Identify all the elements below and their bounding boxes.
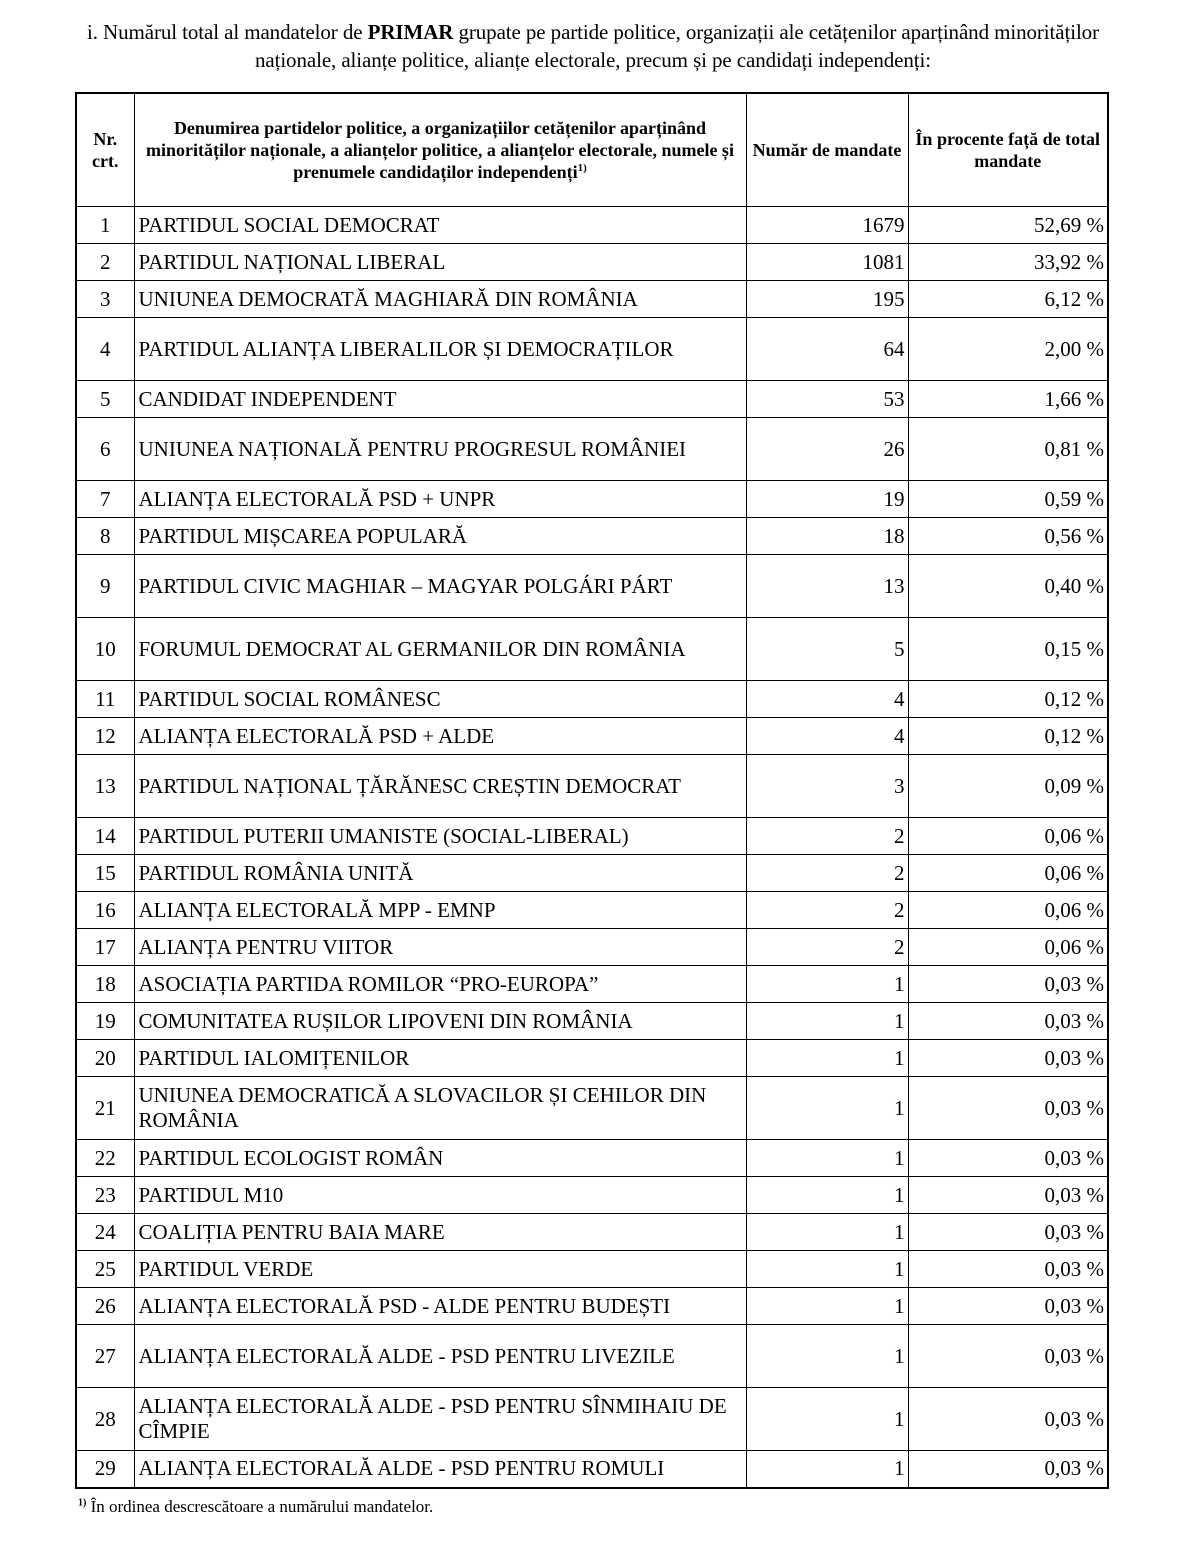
- row-mandates-cell: 4: [746, 681, 908, 718]
- row-name-cell: PARTIDUL ALIANȚA LIBERALILOR ȘI DEMOCRAȚILOR: [134, 318, 746, 381]
- table-row: [76, 718, 1108, 755]
- row-mandates-cell: 5: [746, 618, 908, 681]
- row-name-cell: PARTIDUL NAȚIONAL LIBERAL: [134, 244, 746, 281]
- row-percent-cell: 0,12 %: [908, 718, 1108, 755]
- row-percent-cell: 0,03 %: [908, 1177, 1108, 1214]
- row-percent-cell: 0,06 %: [908, 818, 1108, 855]
- row-name-cell: ASOCIAȚIA PARTIDA ROMILOR “PRO-EUROPA”: [134, 966, 746, 1003]
- row-percent-cell: 1,66 %: [908, 381, 1108, 418]
- table-row: [76, 1388, 1108, 1451]
- row-name-cell: PARTIDUL CIVIC MAGHIAR – MAGYAR POLGÁRI PÁRT: [134, 555, 746, 618]
- row-nr-cell: 27: [76, 1325, 134, 1388]
- table-row: [76, 518, 1108, 555]
- row-mandates-cell: 53: [746, 381, 908, 418]
- row-name-cell: ALIANȚA ELECTORALĂ ALDE - PSD PENTRU SÎNMIHAIU DE CÎMPIE: [134, 1388, 746, 1451]
- row-nr-cell: 1: [76, 207, 134, 244]
- row-name-cell: PARTIDUL SOCIAL DEMOCRAT: [134, 207, 746, 244]
- intro-text-end: grupate pe partide politice, organizații ale cetățenilor aparținând minorităților naționale, alianțe politice, alianțe electorale, precum și pe candidați independenți:: [254, 20, 1099, 72]
- row-name-cell: PARTIDUL ROMÂNIA UNITĂ: [134, 855, 746, 892]
- table-row: [76, 1140, 1108, 1177]
- row-nr-cell: 19: [76, 1003, 134, 1040]
- row-percent-cell: 0,03 %: [908, 1451, 1108, 1488]
- table-row: [76, 618, 1108, 681]
- table-row: [76, 1040, 1108, 1077]
- row-percent-cell: 0,56 %: [908, 518, 1108, 555]
- row-percent-cell: 0,06 %: [908, 929, 1108, 966]
- row-name-cell: COALIȚIA PENTRU BAIA MARE: [134, 1214, 746, 1251]
- row-nr-cell: 18: [76, 966, 134, 1003]
- header-name-footnote-mark: 1): [577, 162, 587, 174]
- row-percent-cell: 6,12 %: [908, 281, 1108, 318]
- row-nr-cell: 24: [76, 1214, 134, 1251]
- table-row: [76, 1251, 1108, 1288]
- table-row: [76, 1077, 1108, 1140]
- row-name-cell: PARTIDUL IALOMIȚENILOR: [134, 1040, 746, 1077]
- header-percent: În procente față de total mandate: [908, 93, 1108, 207]
- row-mandates-cell: 1081: [746, 244, 908, 281]
- mandates-table: [75, 92, 1109, 1489]
- row-mandates-cell: 64: [746, 318, 908, 381]
- table-row: [76, 818, 1108, 855]
- row-nr-cell: 28: [76, 1388, 134, 1451]
- footnote-text: În ordinea descrescătoare a numărului mandatelor.: [86, 1497, 434, 1516]
- row-percent-cell: 0,03 %: [908, 1003, 1108, 1040]
- row-nr-cell: 7: [76, 481, 134, 518]
- row-percent-cell: 0,03 %: [908, 1288, 1108, 1325]
- row-mandates-cell: 3: [746, 755, 908, 818]
- row-name-cell: UNIUNEA DEMOCRATICĂ A SLOVACILOR ȘI CEHILOR DIN ROMÂNIA: [134, 1077, 746, 1140]
- row-mandates-cell: 1: [746, 1388, 908, 1451]
- row-nr-cell: 29: [76, 1451, 134, 1488]
- row-name-cell: PARTIDUL NAȚIONAL ȚĂRĂNESC CREȘTIN DEMOCRAT: [134, 755, 746, 818]
- row-name-cell: COMUNITATEA RUȘILOR LIPOVENI DIN ROMÂNIA: [134, 1003, 746, 1040]
- table-row: [76, 755, 1108, 818]
- row-mandates-cell: 1: [746, 966, 908, 1003]
- table-row: [76, 681, 1108, 718]
- table-row: [76, 892, 1108, 929]
- row-name-cell: ALIANȚA PENTRU VIITOR: [134, 929, 746, 966]
- row-nr-cell: 25: [76, 1251, 134, 1288]
- row-nr-cell: 13: [76, 755, 134, 818]
- row-mandates-cell: 1: [746, 1077, 908, 1140]
- row-percent-cell: 0,81 %: [908, 418, 1108, 481]
- row-mandates-cell: 1: [746, 1140, 908, 1177]
- table-row: [76, 1214, 1108, 1251]
- row-percent-cell: 0,03 %: [908, 966, 1108, 1003]
- row-mandates-cell: 2: [746, 892, 908, 929]
- row-percent-cell: 52,69 %: [908, 207, 1108, 244]
- row-nr-cell: 3: [76, 281, 134, 318]
- row-name-cell: FORUMUL DEMOCRAT AL GERMANILOR DIN ROMÂNIA: [134, 618, 746, 681]
- row-percent-cell: 2,00 %: [908, 318, 1108, 381]
- row-name-cell: PARTIDUL VERDE: [134, 1251, 746, 1288]
- table-row: [76, 281, 1108, 318]
- table-row: [76, 244, 1108, 281]
- row-nr-cell: 11: [76, 681, 134, 718]
- table-body: [76, 207, 1108, 1488]
- row-percent-cell: 0,03 %: [908, 1388, 1108, 1451]
- row-percent-cell: 0,12 %: [908, 681, 1108, 718]
- row-name-cell: ALIANȚA ELECTORALĂ PSD - ALDE PENTRU BUDEȘTI: [134, 1288, 746, 1325]
- row-percent-cell: 0,03 %: [908, 1040, 1108, 1077]
- row-mandates-cell: 2: [746, 818, 908, 855]
- intro-text-start: i. Numărul total al mandatelor de: [87, 20, 368, 44]
- row-nr-cell: 6: [76, 418, 134, 481]
- row-nr-cell: 4: [76, 318, 134, 381]
- row-mandates-cell: 1679: [746, 207, 908, 244]
- row-nr-cell: 15: [76, 855, 134, 892]
- footnote: [78, 1497, 433, 1517]
- row-name-cell: PARTIDUL MIȘCAREA POPULARĂ: [134, 518, 746, 555]
- row-nr-cell: 23: [76, 1177, 134, 1214]
- row-percent-cell: 0,03 %: [908, 1077, 1108, 1140]
- intro-paragraph: [78, 18, 1108, 74]
- table-row: [76, 855, 1108, 892]
- row-mandates-cell: 4: [746, 718, 908, 755]
- table-row: [76, 1003, 1108, 1040]
- row-name-cell: ALIANȚA ELECTORALĂ ALDE - PSD PENTRU ROMULI: [134, 1451, 746, 1488]
- row-percent-cell: 0,03 %: [908, 1140, 1108, 1177]
- table-row: [76, 381, 1108, 418]
- row-mandates-cell: 1: [746, 1251, 908, 1288]
- row-nr-cell: 26: [76, 1288, 134, 1325]
- row-name-cell: PARTIDUL M10: [134, 1177, 746, 1214]
- row-nr-cell: 22: [76, 1140, 134, 1177]
- row-name-cell: PARTIDUL PUTERII UMANISTE (SOCIAL-LIBERAL): [134, 818, 746, 855]
- row-nr-cell: 8: [76, 518, 134, 555]
- row-percent-cell: 0,03 %: [908, 1251, 1108, 1288]
- row-mandates-cell: 1: [746, 1214, 908, 1251]
- row-name-cell: ALIANȚA ELECTORALĂ PSD + UNPR: [134, 481, 746, 518]
- header-nr: Nr. crt.: [76, 93, 134, 207]
- row-nr-cell: 14: [76, 818, 134, 855]
- table-header-row: [76, 93, 1108, 207]
- row-name-cell: UNIUNEA DEMOCRATĂ MAGHIARĂ DIN ROMÂNIA: [134, 281, 746, 318]
- row-mandates-cell: 2: [746, 855, 908, 892]
- row-mandates-cell: 13: [746, 555, 908, 618]
- table-row: [76, 1177, 1108, 1214]
- row-nr-cell: 12: [76, 718, 134, 755]
- row-name-cell: CANDIDAT INDEPENDENT: [134, 381, 746, 418]
- row-nr-cell: 17: [76, 929, 134, 966]
- row-name-cell: UNIUNEA NAȚIONALĂ PENTRU PROGRESUL ROMÂNIEI: [134, 418, 746, 481]
- row-name-cell: PARTIDUL ECOLOGIST ROMÂN: [134, 1140, 746, 1177]
- row-name-cell: ALIANȚA ELECTORALĂ ALDE - PSD PENTRU LIVEZILE: [134, 1325, 746, 1388]
- row-mandates-cell: 1: [746, 1325, 908, 1388]
- row-percent-cell: 0,06 %: [908, 855, 1108, 892]
- row-percent-cell: 0,59 %: [908, 481, 1108, 518]
- intro-bold-primar: PRIMAR: [367, 20, 454, 44]
- row-mandates-cell: 18: [746, 518, 908, 555]
- table-row: [76, 1451, 1108, 1488]
- row-name-cell: PARTIDUL SOCIAL ROMÂNESC: [134, 681, 746, 718]
- table-row: [76, 481, 1108, 518]
- table-row: [76, 555, 1108, 618]
- row-name-cell: ALIANȚA ELECTORALĂ PSD + ALDE: [134, 718, 746, 755]
- row-name-cell: ALIANȚA ELECTORALĂ MPP - EMNP: [134, 892, 746, 929]
- row-mandates-cell: 1: [746, 1040, 908, 1077]
- row-percent-cell: 0,40 %: [908, 555, 1108, 618]
- row-mandates-cell: 19: [746, 481, 908, 518]
- row-percent-cell: 33,92 %: [908, 244, 1108, 281]
- row-nr-cell: 9: [76, 555, 134, 618]
- header-mandates: Număr de mandate: [746, 93, 908, 207]
- table-row: [76, 1288, 1108, 1325]
- row-nr-cell: 20: [76, 1040, 134, 1077]
- row-mandates-cell: 1: [746, 1451, 908, 1488]
- row-mandates-cell: 1: [746, 1177, 908, 1214]
- table-row: [76, 966, 1108, 1003]
- row-percent-cell: 0,03 %: [908, 1325, 1108, 1388]
- row-nr-cell: 5: [76, 381, 134, 418]
- table-row: [76, 207, 1108, 244]
- row-percent-cell: 0,03 %: [908, 1214, 1108, 1251]
- row-nr-cell: 2: [76, 244, 134, 281]
- table-row: [76, 929, 1108, 966]
- row-nr-cell: 10: [76, 618, 134, 681]
- row-nr-cell: 16: [76, 892, 134, 929]
- row-mandates-cell: 2: [746, 929, 908, 966]
- row-percent-cell: 0,15 %: [908, 618, 1108, 681]
- table-row: [76, 1325, 1108, 1388]
- row-percent-cell: 0,06 %: [908, 892, 1108, 929]
- row-nr-cell: 21: [76, 1077, 134, 1140]
- row-percent-cell: 0,09 %: [908, 755, 1108, 818]
- row-mandates-cell: 195: [746, 281, 908, 318]
- table-row: [76, 318, 1108, 381]
- row-mandates-cell: 1: [746, 1003, 908, 1040]
- header-name: Denumirea partidelor politice, a organizațiilor cetățenilor aparținând minorităților naționale, a alianțelor politice, a alianțelor electorale, numele și prenumele candidaților independenți$^{1)}$: [134, 93, 746, 207]
- row-mandates-cell: 26: [746, 418, 908, 481]
- table-row: [76, 418, 1108, 481]
- footnote-mark: 1): [78, 1497, 87, 1509]
- row-mandates-cell: 1: [746, 1288, 908, 1325]
